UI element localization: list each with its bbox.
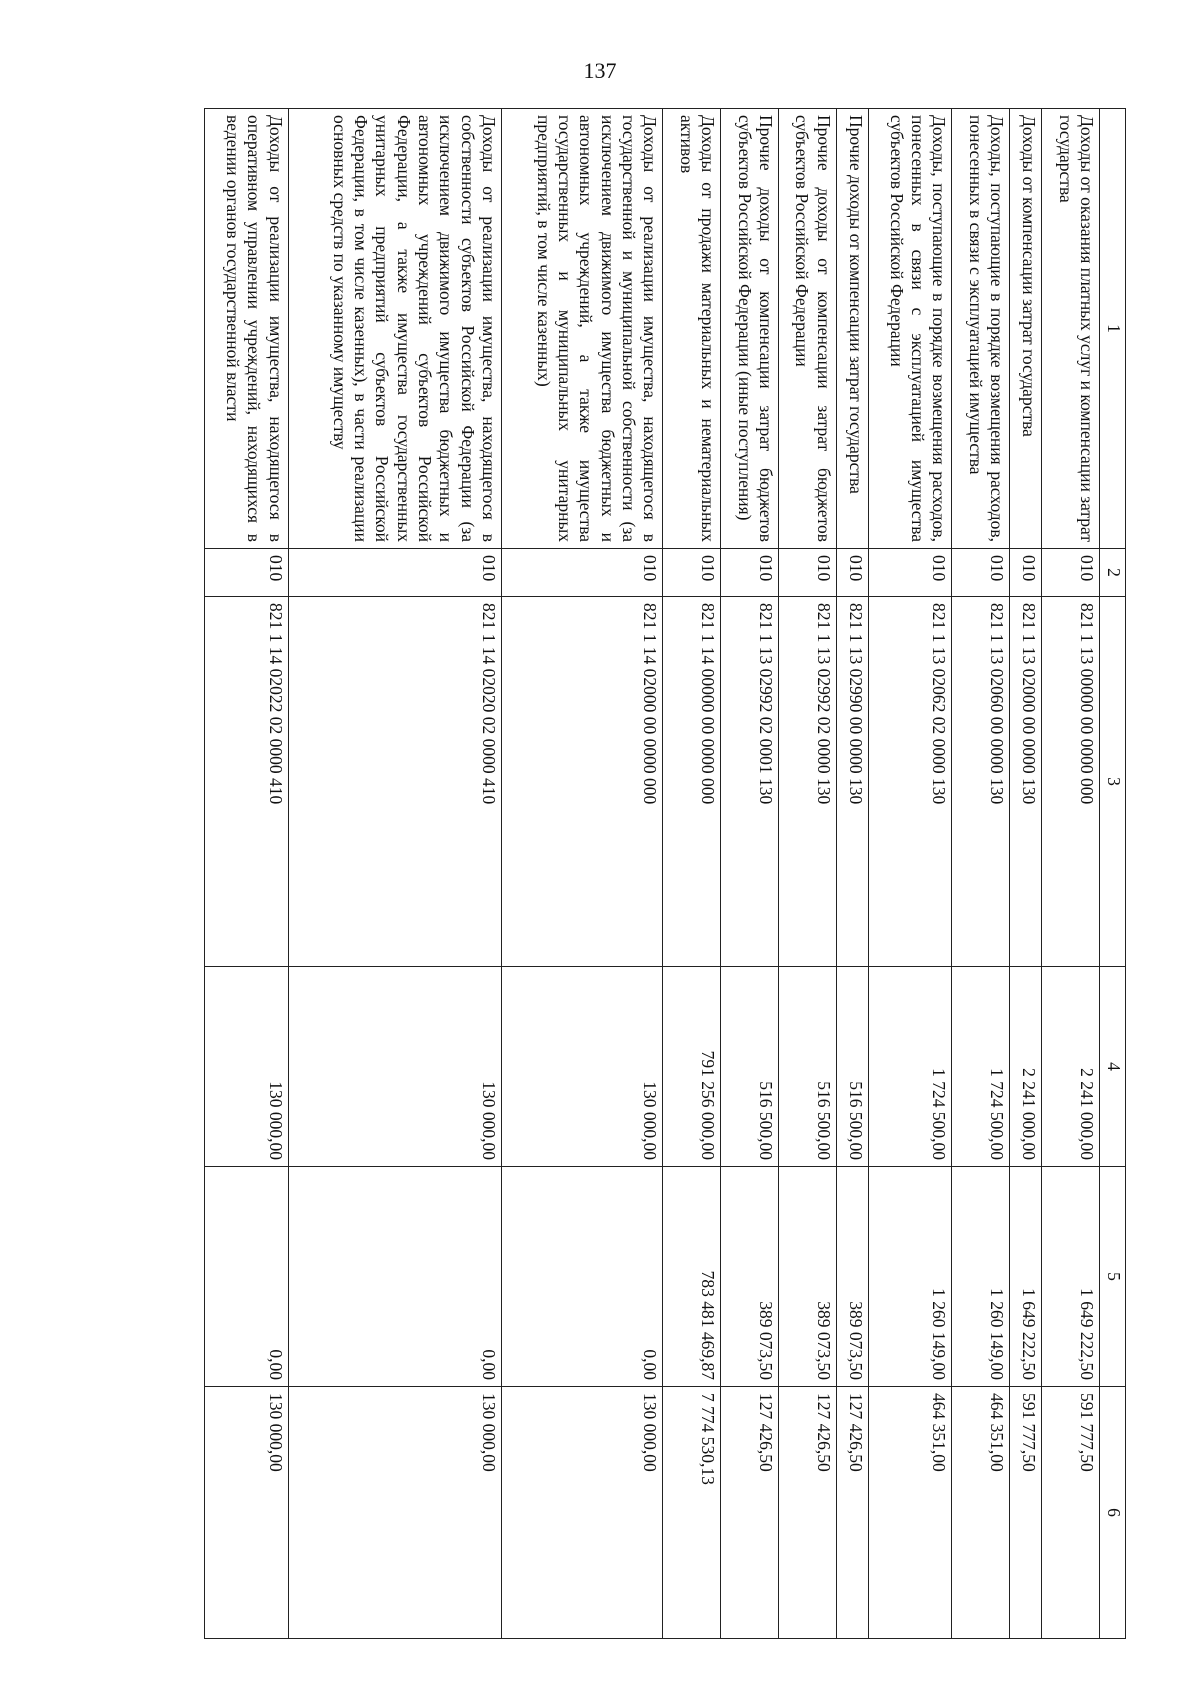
row-kbk: 821 1 14 02020 02 0000 410	[288, 597, 501, 967]
row-value-5: 0,00	[205, 1167, 289, 1387]
column-header-5: 5	[1100, 1167, 1126, 1387]
row-code: 010	[952, 549, 1010, 597]
table-row	[778, 109, 836, 1639]
row-code: 010	[778, 549, 836, 597]
row-kbk: 821 1 13 02992 02 0000 130	[778, 597, 836, 967]
row-name: Прочие доходы от компенсации затрат бюджетов субъектов Российской Федерации	[778, 109, 836, 549]
row-kbk: 821 1 13 02060 00 0000 130	[952, 597, 1010, 967]
row-value-5: 389 073,50	[836, 1167, 868, 1387]
table-row	[1010, 109, 1042, 1639]
row-value-6: 127 426,50	[721, 1387, 779, 1639]
row-kbk: 821 1 13 02000 00 0000 130	[1010, 597, 1042, 967]
row-value-6: 464 351,00	[868, 1387, 952, 1639]
row-name: Доходы от реализации имущества, находящегося в государственной и муниципальной собственности (за исключением движимого имущества бюджетных и автономных учреждений, а также имущества государственных и муниципальных унитарных предприятий, в том числе казенных)	[501, 109, 662, 549]
row-name: Доходы от оказания платных услуг и компенсации затрат государства	[1042, 109, 1100, 549]
column-header-6: 6	[1100, 1387, 1126, 1639]
table-row	[1042, 109, 1100, 1639]
row-value-6: 7 774 530,13	[663, 1387, 721, 1639]
row-code: 010	[1010, 549, 1042, 597]
table-row	[836, 109, 868, 1639]
row-value-4: 2 241 000,00	[1010, 967, 1042, 1167]
row-name: Доходы от реализации имущества, находящегося в собственности субъектов Российской Федерации (за исключением движимого имущества бюджетных и автономных учреждений субъектов Российской Федерации, а также имущества государственных унитарных предприятий субъектов Российской Федерации, в том числе казенных), в части реализации основных средств по указанному имуществу	[288, 109, 501, 549]
table-row	[205, 109, 289, 1639]
row-name: Доходы, поступающие в порядке возмещения расходов, понесенных в связи с эксплуатацией имущества	[952, 109, 1010, 549]
row-name: Доходы от реализации имущества, находящегося в оперативном управлении учреждений, находящихся в ведении органов государственной власти	[205, 109, 289, 549]
row-value-6: 591 777,50	[1010, 1387, 1042, 1639]
row-kbk: 821 1 13 02062 02 0000 130	[868, 597, 952, 967]
row-value-4: 516 500,00	[721, 967, 779, 1167]
row-code: 010	[836, 549, 868, 597]
row-value-5: 1 260 149,00	[868, 1167, 952, 1387]
row-name: Прочие доходы от компенсации затрат бюджетов субъектов Российской Федерации (иные поступления)	[721, 109, 779, 549]
table-row	[288, 109, 501, 1639]
row-code: 010	[663, 549, 721, 597]
row-value-5: 1 260 149,00	[952, 1167, 1010, 1387]
row-value-5: 1 649 222,50	[1042, 1167, 1100, 1387]
column-header-1: 1	[1100, 109, 1126, 549]
row-code: 010	[205, 549, 289, 597]
page-number: 137	[583, 58, 617, 83]
row-value-4: 791 256 000,00	[663, 967, 721, 1167]
row-value-5: 389 073,50	[778, 1167, 836, 1387]
rotated-table-container	[204, 108, 1126, 1638]
row-kbk: 821 1 14 00000 00 0000 000	[663, 597, 721, 967]
row-value-6: 127 426,50	[836, 1387, 868, 1639]
row-code: 010	[288, 549, 501, 597]
row-code: 010	[868, 549, 952, 597]
row-kbk: 821 1 13 00000 00 0000 000	[1042, 597, 1100, 967]
row-value-6: 591 777,50	[1042, 1387, 1100, 1639]
row-value-5: 0,00	[501, 1167, 662, 1387]
table-header-row	[1100, 109, 1126, 1639]
column-header-4: 4	[1100, 967, 1126, 1167]
table-row	[501, 109, 662, 1639]
row-value-6: 127 426,50	[778, 1387, 836, 1639]
row-kbk: 821 1 14 02000 00 0000 000	[501, 597, 662, 967]
row-value-4: 130 000,00	[205, 967, 289, 1167]
row-value-4: 516 500,00	[778, 967, 836, 1167]
row-name: Прочие доходы от компенсации затрат государства	[836, 109, 868, 549]
row-code: 010	[501, 549, 662, 597]
row-kbk: 821 1 14 02022 02 0000 410	[205, 597, 289, 967]
row-value-4: 1 724 500,00	[952, 967, 1010, 1167]
row-value-5: 389 073,50	[721, 1167, 779, 1387]
row-value-4: 130 000,00	[288, 967, 501, 1167]
row-name: Доходы, поступающие в порядке возмещения расходов, понесенных в связи с эксплуатацией имущества субъектов Российской Федерации	[868, 109, 952, 549]
table-row	[721, 109, 779, 1639]
revenue-table	[204, 108, 1126, 1639]
row-value-6: 130 000,00	[288, 1387, 501, 1639]
column-header-3: 3	[1100, 597, 1126, 967]
row-value-5: 1 649 222,50	[1010, 1167, 1042, 1387]
row-value-4: 516 500,00	[836, 967, 868, 1167]
row-name: Доходы от продажи материальных и нематериальных активов	[663, 109, 721, 549]
row-value-6: 130 000,00	[205, 1387, 289, 1639]
row-kbk: 821 1 13 02992 02 0001 130	[721, 597, 779, 967]
row-value-6: 130 000,00	[501, 1387, 662, 1639]
row-value-4: 130 000,00	[501, 967, 662, 1167]
table-row	[952, 109, 1010, 1639]
row-value-5: 0,00	[288, 1167, 501, 1387]
row-kbk: 821 1 13 02990 00 0000 130	[836, 597, 868, 967]
row-code: 010	[1042, 549, 1100, 597]
table-row	[868, 109, 952, 1639]
row-value-4: 1 724 500,00	[868, 967, 952, 1167]
row-value-6: 464 351,00	[952, 1387, 1010, 1639]
row-code: 010	[721, 549, 779, 597]
row-name: Доходы от компенсации затрат государства	[1010, 109, 1042, 549]
table-body	[205, 109, 1100, 1639]
row-value-4: 2 241 000,00	[1042, 967, 1100, 1167]
row-value-5: 783 481 469,87	[663, 1167, 721, 1387]
table-row	[663, 109, 721, 1639]
column-header-2: 2	[1100, 549, 1126, 597]
